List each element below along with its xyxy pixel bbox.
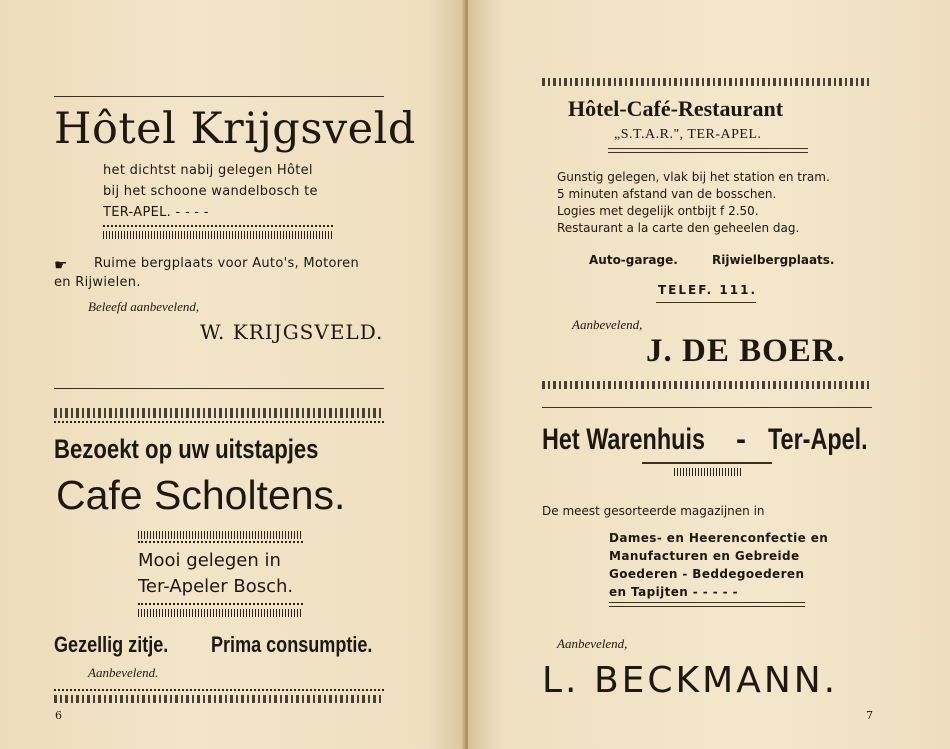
divider — [608, 152, 808, 153]
star-line-1: Gunstig gelegen, vlak bij het station en tram. — [557, 170, 830, 184]
barcode-rule — [103, 231, 333, 239]
dotted-rule — [54, 421, 384, 426]
warenhuis-item-4: en Tapijten - - - - - — [609, 585, 739, 599]
dotted-rule — [54, 689, 384, 694]
dotted-rule — [138, 541, 303, 546]
title-dash: - — [736, 423, 746, 456]
ornament-border-top — [54, 73, 384, 93]
star-subtitle: „S.T.A.R.", TER-APEL. — [614, 127, 762, 142]
notice-line-2: en Rijwielen. — [54, 275, 141, 290]
barcode-rule — [674, 468, 742, 476]
recommend-text: Aanbevelend. — [88, 665, 159, 680]
dotted-rule — [103, 225, 333, 230]
barcode-rule — [138, 609, 303, 617]
ad1-line-1: het dichtst nabij gelegen Hôtel — [103, 163, 313, 178]
pointing-hand-icon: ☛ — [54, 256, 68, 274]
signature-de-boer: J. DE BOER. — [646, 333, 846, 369]
warenhuis-item-3: Goederen - Beddegoederen — [609, 567, 805, 581]
divider — [609, 606, 805, 607]
right-page — [468, 0, 950, 749]
hotel-krijgsveld-title: Hôtel Krijgsveld — [54, 104, 416, 154]
left-page — [0, 0, 466, 749]
barcode-rule — [138, 531, 303, 539]
warenhuis-item-1: Dames- en Heerenconfectie en — [609, 531, 829, 545]
divider — [54, 96, 384, 97]
divider — [642, 462, 772, 464]
feature-rijwiel: Rijwielbergplaats. — [712, 253, 835, 267]
notice-line-1: Ruime bergplaats voor Auto's, Motoren — [94, 256, 359, 271]
scholtens-headline: Bezoekt op uw uitstapjes — [54, 434, 319, 464]
divider — [609, 602, 805, 603]
divider — [542, 407, 872, 408]
dotted-rule — [138, 603, 303, 608]
divider — [656, 302, 756, 303]
recommend-text: Aanbevelend, — [557, 636, 628, 651]
warenhuis-item-2: Manufacturen en Gebreide — [609, 549, 800, 563]
star-line-3: Logies met degelijk ontbijt f 2.50. — [557, 204, 759, 218]
page-number: 6 — [55, 709, 62, 722]
ad1-line-3: TER-APEL. - - - - — [103, 205, 209, 220]
warenhuis-title: Het Warenhuis — [542, 423, 705, 456]
page-number: 7 — [866, 709, 873, 722]
tag-gezellig: Gezellig zitje. — [54, 632, 169, 657]
divider — [54, 388, 384, 389]
ornament-band — [542, 381, 872, 389]
ter-apel-title: Ter-Apel. — [768, 423, 868, 456]
ornament-band — [54, 408, 384, 418]
ad1-line-2: bij het schoone wandelbosch te — [103, 184, 318, 199]
star-line-2: 5 minuten afstand van de bosschen. — [557, 187, 777, 201]
signature-krijgsveld: W. KRIJGSVELD. — [200, 320, 384, 344]
recommend-text: Aanbevelend, — [572, 317, 643, 332]
star-line-4: Restaurant a la carte den geheelen dag. — [557, 221, 800, 235]
divider — [608, 148, 808, 149]
cafe-scholtens-title: Cafe Scholtens. — [56, 472, 346, 518]
recommend-text: Beleefd aanbevelend, — [88, 299, 200, 314]
tag-prima: Prima consumptie. — [211, 632, 373, 657]
scholtens-line-1: Mooi gelegen in — [138, 550, 281, 571]
star-hotel-title: Hôtel-Café-Restaurant — [568, 96, 784, 121]
ornament-band — [542, 78, 872, 86]
phone-number: TELEF. 111. — [658, 283, 758, 297]
ornament-band — [54, 695, 384, 703]
scholtens-line-2: Ter-Apeler Bosch. — [138, 576, 294, 597]
feature-auto-garage: Auto-garage. — [589, 253, 678, 267]
warenhuis-intro: De meest gesorteerde magazijnen in — [542, 504, 765, 518]
ornament-border-middle — [54, 350, 384, 370]
signature-beckmann: L. BECKMANN. — [542, 660, 839, 701]
